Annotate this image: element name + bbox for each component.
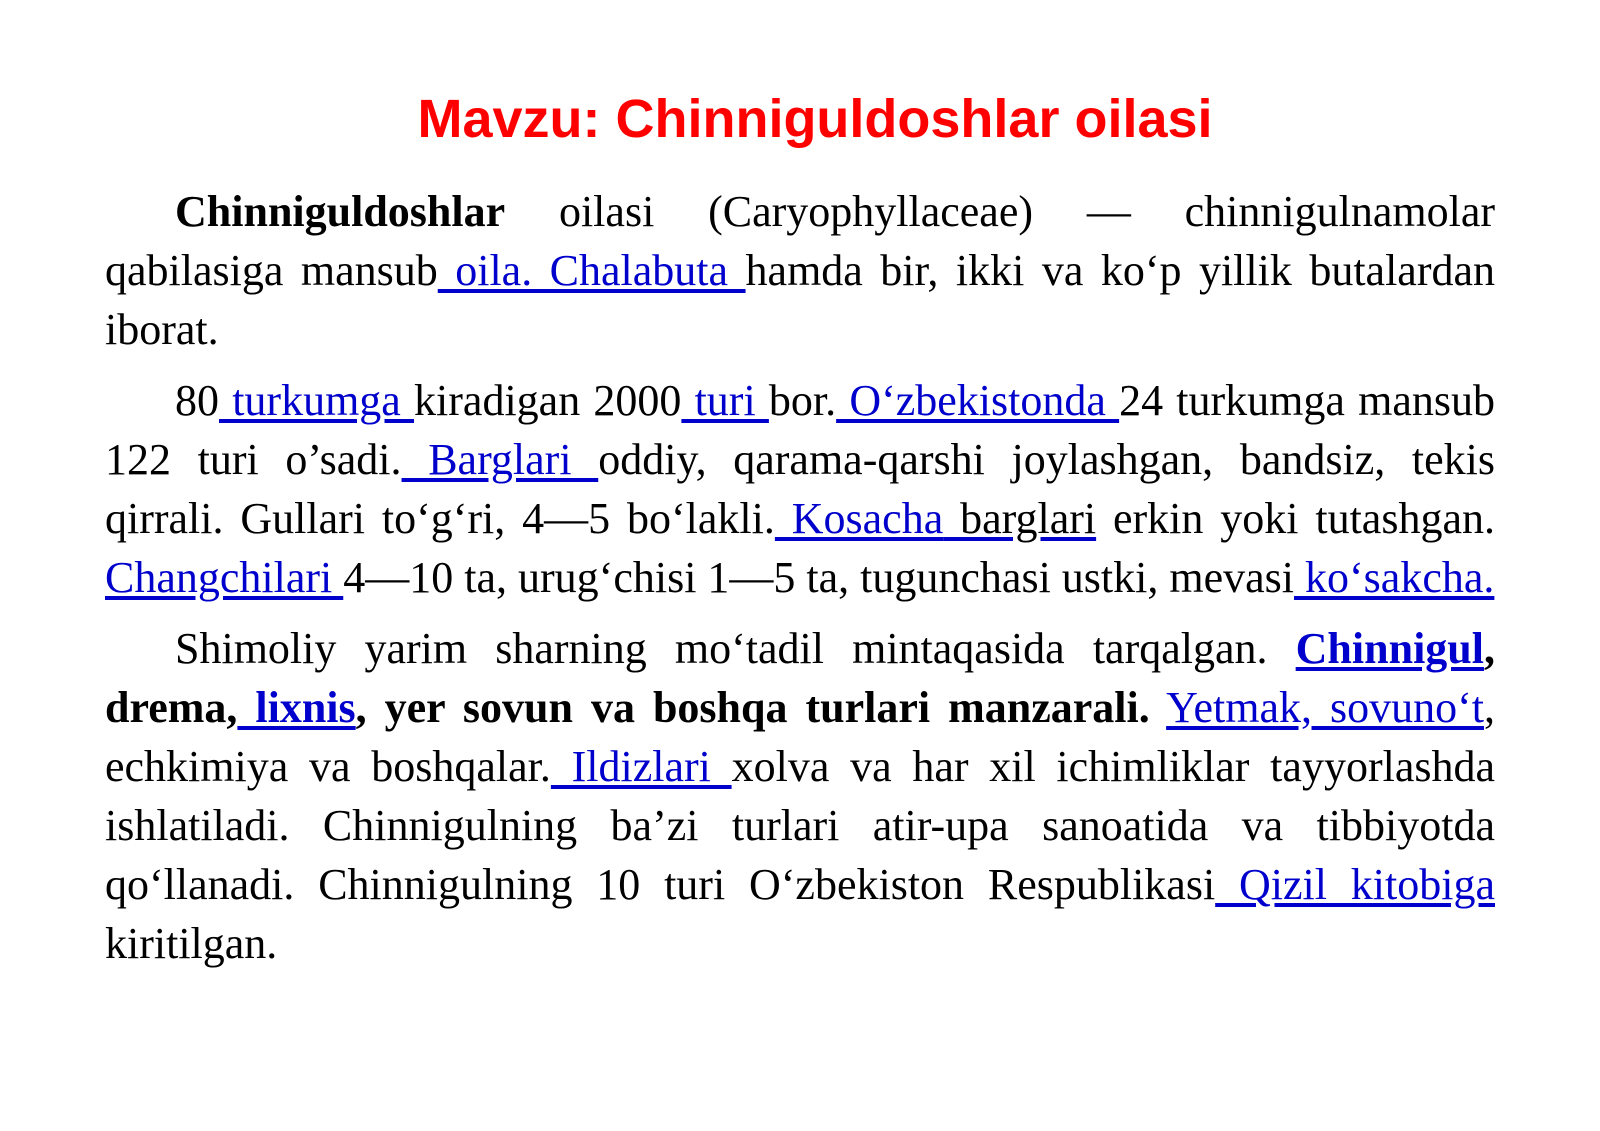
text-run: kiritilgan. [105, 919, 278, 968]
bold-text-run: , drema, [105, 624, 1495, 732]
text-run: erkin yoki tutashgan. [1096, 494, 1495, 543]
text-run: oddiy, qarama-qarshi joylashgan, bandsiz, tekis qirrali. Gullari to‘g‘ri, 4—5 bo‘lakli. [105, 435, 1496, 543]
link-oila-chalabuta[interactable]: oila. Chalabuta [437, 246, 746, 295]
link-kosacha-barglari[interactable]: barglari [943, 494, 1097, 543]
text-run: , echkimiya va boshqalar. [105, 683, 1495, 791]
text-run: 80 [175, 376, 219, 425]
link-ozbekistonda[interactable]: O‘zbekistonda [836, 376, 1120, 425]
paragraph-3 [105, 619, 1495, 973]
link-kosacha[interactable]: Kosacha [774, 494, 944, 543]
text-run: Shimoliy yarim sharning mo‘tadil mintaqasida tarqalgan. [175, 624, 1296, 673]
link-kosakcha[interactable]: ko‘sakcha. [1294, 553, 1495, 602]
text-run: bor. [768, 376, 837, 425]
link-chinnigul[interactable]: Chinnigul [1295, 624, 1484, 673]
link-qizil-kitobiga[interactable]: Qizil kitobiga [1215, 860, 1495, 909]
slide-body [105, 182, 1495, 985]
link-yetmak-sovunot[interactable]: Yetmak, sovuno‘t [1166, 683, 1484, 732]
text-run: hamda bir, ikki va ko‘p yillik butalardan iborat. [105, 246, 1496, 354]
link-turkumga[interactable]: turkumga [219, 376, 415, 425]
text-run: kiradigan 2000 [414, 376, 682, 425]
text-run [1150, 683, 1166, 732]
slide-title: Mavzu: Chinniguldoshlar oilasi [417, 89, 1213, 149]
link-turi[interactable]: turi [681, 376, 769, 425]
text-run: 24 turkumga mansub 122 turi o’sadi. [105, 376, 1496, 484]
link-barglari[interactable]: Barglari [401, 435, 599, 484]
bold-term: Chinniguldoshlar [175, 187, 506, 236]
paragraph-2 [105, 371, 1495, 607]
bold-text-run: , yer sovun va boshqa turlari manzarali. [355, 683, 1150, 732]
paragraph-1 [105, 182, 1495, 359]
text-run: xolva va har xil ichimliklar tayyorlashda ishlatiladi. Chinnigulning ba’zi turlari atir-upa sanoatida va tibbiyotda qo‘llanadi. Chinnigulning 10 turi O‘zbekiston Respublikasi [105, 742, 1495, 909]
link-ildizlari[interactable]: Ildizlari [550, 742, 732, 791]
link-lixnis[interactable]: lixnis [237, 683, 356, 732]
link-changchilari[interactable]: Changchilari [105, 553, 344, 602]
text-run: oilasi (Caryophyllaceae) — chinnigulnamolar qabilasiga mansub [105, 187, 1495, 295]
text-run: 4—10 ta, urug‘chisi 1—5 ta, tugunchasi ustki, mevasi [343, 553, 1295, 602]
